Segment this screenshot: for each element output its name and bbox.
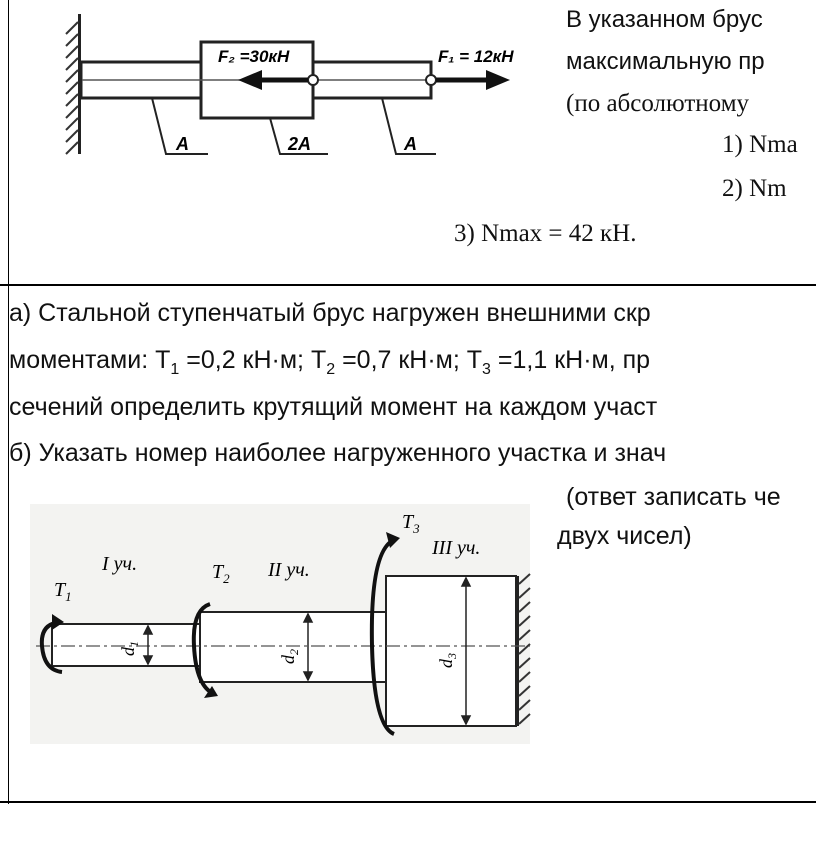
section-3-label: III уч. — [432, 537, 481, 559]
force-f2-label: F₂ =30кН — [218, 47, 290, 66]
stepped-shaft-figure — [30, 500, 550, 750]
t3-label: $T_3$ — [402, 511, 420, 536]
d3-label: $d_3$ — [436, 653, 459, 668]
task1-option-3[interactable]: 3) Nmax = 42 кН. — [454, 220, 637, 247]
task1-question-line1: В указанном брус — [566, 6, 763, 33]
task2-line-a3: сечений определить крутящий момент на каждом участ — [9, 393, 658, 421]
d2-label: $d_2$ — [278, 649, 301, 664]
t3-value: =1,1 кН·м, пр — [490, 346, 651, 374]
section-2-label: II уч. — [268, 559, 310, 581]
t1-subscript: 1 — [170, 361, 180, 378]
area-mid-label: 2A — [288, 134, 312, 154]
task2-line-a2 — [9, 346, 650, 379]
table-row-divider — [0, 284, 816, 286]
task1-question-line3: (по абсолютному — [566, 90, 750, 117]
t2-value: =0,7 кН·м; T — [335, 346, 483, 374]
force-f1-arrow — [436, 70, 510, 90]
d1-label: $d_1$ — [118, 641, 141, 656]
fixed-wall — [66, 14, 81, 154]
t3-subscript: 3 — [482, 361, 491, 378]
task2-answer-hint-line1: (ответ записать че — [566, 483, 781, 511]
task1-question-line2: максимальную пр — [566, 48, 765, 75]
t2-label: $T_2$ — [212, 561, 230, 586]
t1-value: =0,2 кН·м; T — [179, 346, 327, 374]
area-left-label: A — [176, 134, 189, 154]
t-label: моментами: T — [9, 346, 171, 374]
task2-line-a1: а) Стальной ступенчатый брус нагружен внешними скр — [9, 299, 651, 327]
force-f2-arrow — [238, 70, 308, 90]
section-1-label: I уч. — [102, 553, 138, 575]
area-right-label: A — [404, 134, 417, 154]
task2-answer-hint-line2: двух чисел) — [557, 522, 692, 550]
task2-line-b: б) Указать номер наиболее нагруженного участка и знач — [9, 439, 667, 467]
table-bottom-border — [0, 801, 816, 803]
t2-subscript: 2 — [326, 361, 336, 378]
task1-option-1[interactable]: 1) Nma — [722, 131, 798, 158]
t1-label: $T_1$ — [54, 579, 72, 604]
force-f1-label: F₁ = 12кН — [438, 47, 514, 66]
axial-bar-figure — [48, 4, 540, 162]
task1-option-2[interactable]: 2) Nm — [722, 175, 787, 202]
